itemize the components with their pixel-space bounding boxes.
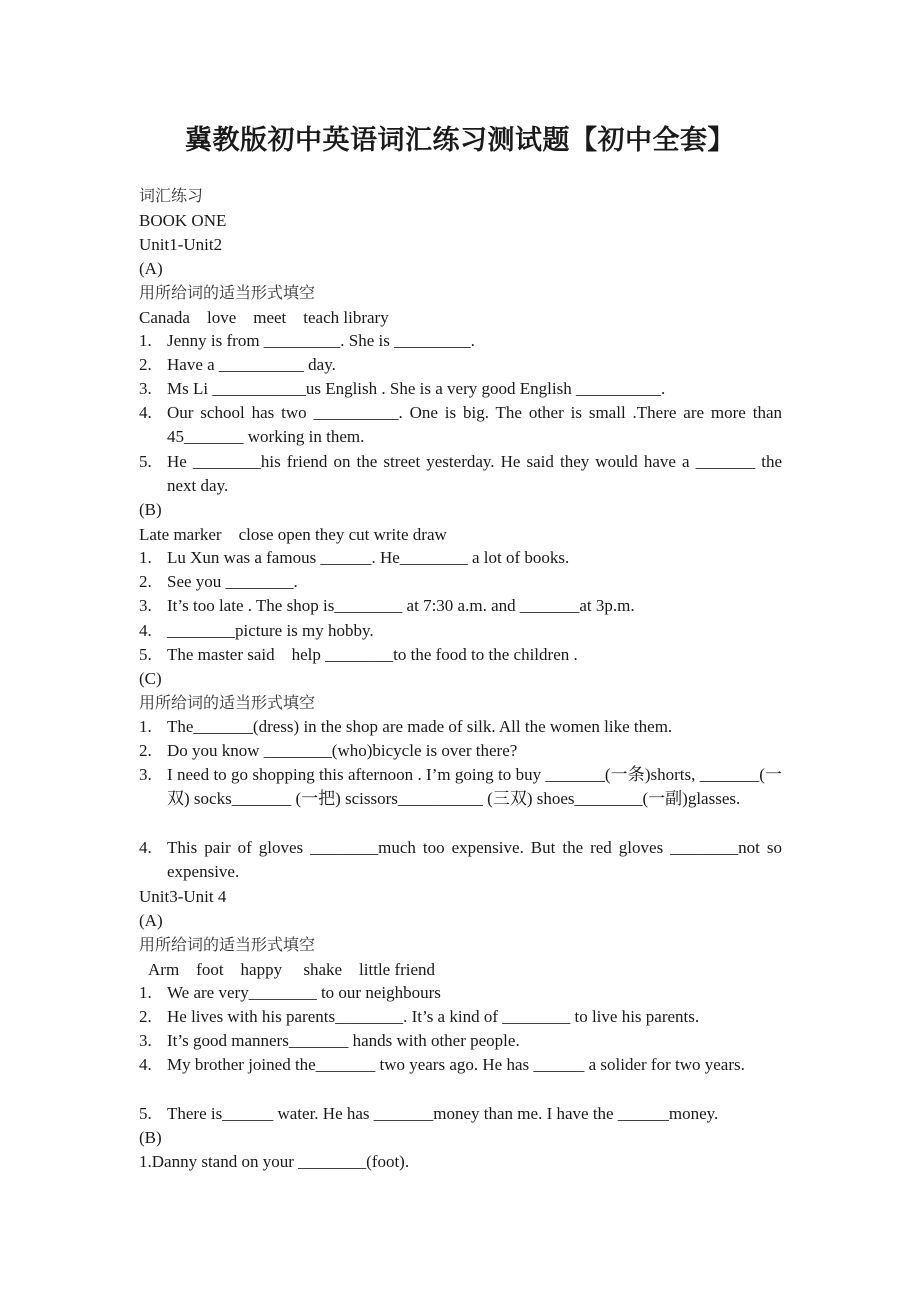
exercise-item [139,1102,782,1126]
exercise-item [139,715,782,739]
item-text: This pair of gloves ________much too expensive. But the red gloves ________not so expensive. [167,838,782,881]
item-text: Do you know ________(who)bicycle is over there? [167,741,518,760]
item-text: It’s good manners_______ hands with other people. [167,1031,520,1050]
part-label: (A) [139,259,163,278]
item-number: 4. [139,838,152,857]
book-label: BOOK ONE [139,211,227,230]
word-bank: Late marker close open they cut write draw [139,525,447,544]
item-text: Lu Xun was a famous ______. He________ a lot of books. [167,548,570,567]
exercise-item [139,546,782,570]
item-text: He lives with his parents________. It’s a kind of ________ to live his parents. [167,1007,700,1026]
item-number: 1. [139,717,152,736]
exercise-item [139,1053,782,1077]
exercise-item [139,763,782,811]
instruction: 用所给词的适当形式填空 [139,693,316,712]
item-text: I need to go shopping this afternoon . I’m going to buy _______(一条)shorts, _______(一双) socks_______ (一把) scissors__________ (三双) shoes________(一副)glasses. [167,765,782,808]
exercise-item [139,450,782,498]
part-label: (A) [139,911,163,930]
exercise-item [139,739,782,763]
exercise-item [139,836,782,884]
item-text: See you ________. [167,572,298,591]
exercise-item [139,1029,782,1053]
word-bank: Canada love meet teach library [139,308,389,327]
item-text: We are very________ to our neighbours [167,983,441,1002]
item-number: 3. [139,596,152,615]
exercise-item [139,981,782,1005]
item-number: 4. [139,403,152,422]
item-text: The_______(dress) in the shop are made of silk. All the women like them. [167,717,673,736]
exercise-line: 1.Danny stand on your ________(foot). [139,1152,410,1171]
exercise-item [139,643,782,667]
instruction: 用所给词的适当形式填空 [139,935,316,954]
item-number: 2. [139,355,152,374]
item-number: 3. [139,765,152,784]
item-number: 4. [139,621,152,640]
instruction: 用所给词的适当形式填空 [139,283,316,302]
exercise-item [139,570,782,594]
item-number: 3. [139,1031,152,1050]
item-text: He ________his friend on the street yesterday. He said they would have a _______ the next day. [167,452,782,495]
item-text: Our school has two __________. One is big. The other is small .There are more than 45_______ working in them. [167,403,782,446]
word-bank: Arm foot happy shake little friend [148,960,436,979]
exercise-item [139,401,782,449]
exercise-item [139,377,782,401]
item-number: 2. [139,1007,152,1026]
exercise-item [139,353,782,377]
exercise-item [139,1005,782,1029]
unit-label: Unit3-Unit 4 [139,887,227,906]
item-number: 1. [139,983,152,1002]
item-number: 4. [139,1055,152,1074]
document-title: 冀教版初中英语词汇练习测试题【初中全套】 [185,125,735,156]
exercise-item [139,594,782,618]
item-number: 5. [139,1104,152,1123]
item-text: Ms Li ___________us English . She is a very good English __________. [167,379,666,398]
part-label: (B) [139,500,162,519]
item-number: 2. [139,572,152,591]
item-number: 5. [139,452,152,471]
item-text: Have a __________ day. [167,355,336,374]
exercise-item [139,619,782,643]
unit-label: Unit1-Unit2 [139,235,223,254]
item-number: 5. [139,645,152,664]
item-number: 1. [139,548,152,567]
item-text: The master said help ________to the food to the children . [167,645,578,664]
item-text: My brother joined the_______ two years ago. He has ______ a solider for two years. [167,1055,745,1074]
item-number: 1. [139,331,152,350]
part-label: (B) [139,1128,162,1147]
item-text: It’s too late . The shop is________ at 7:30 a.m. and _______at 3p.m. [167,596,635,615]
exercise-item [139,329,782,353]
item-number: 3. [139,379,152,398]
item-text: ________picture is my hobby. [167,621,374,640]
item-number: 2. [139,741,152,760]
item-text: Jenny is from _________. She is _________. [167,331,475,350]
item-text: There is______ water. He has _______money than me. I have the ______money. [167,1104,719,1123]
part-label: (C) [139,669,162,688]
section-heading: 词汇练习 [139,186,204,205]
